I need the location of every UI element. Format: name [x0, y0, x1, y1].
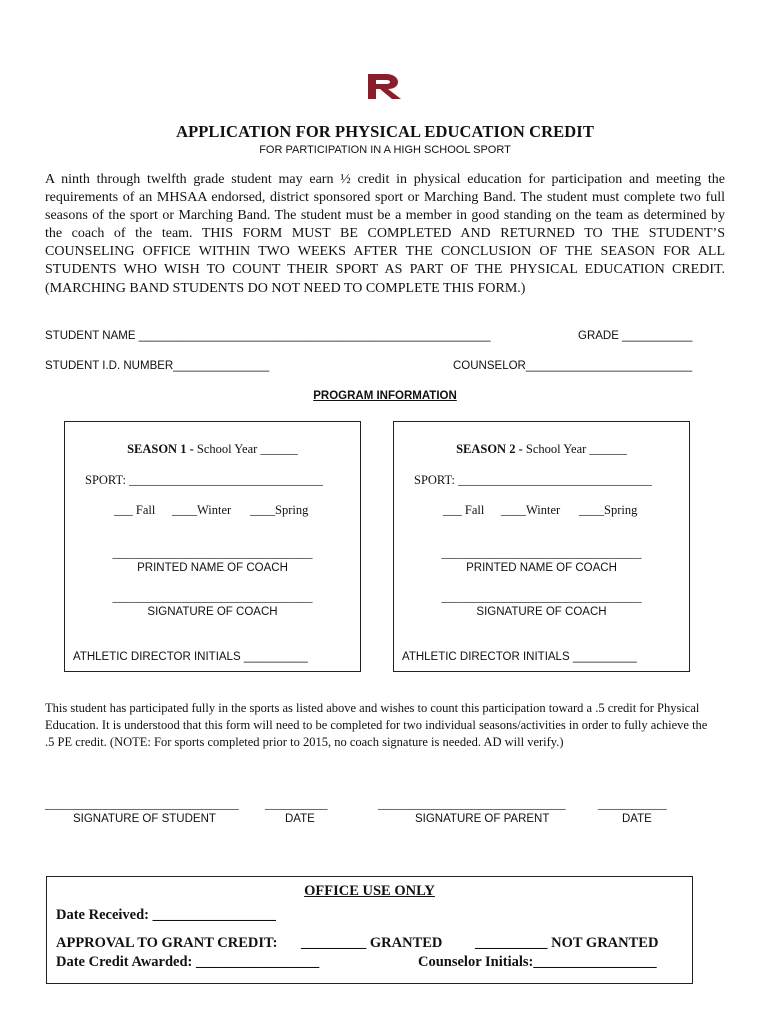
office-use-heading: OFFICE USE ONLY	[304, 883, 435, 899]
season-2-spring[interactable]: ____Spring	[579, 503, 638, 517]
student-signature-line[interactable]: _______________________________	[45, 797, 239, 811]
season-1-box	[64, 421, 361, 672]
season-1-fall[interactable]: ___ Fall	[114, 503, 156, 517]
student-date-line[interactable]: __________	[265, 797, 328, 811]
approval-label: APPROVAL TO GRANT CREDIT:	[56, 935, 278, 951]
page-title: APPLICATION FOR PHYSICAL EDUCATION CREDIT	[176, 122, 594, 141]
school-logo-icon	[366, 72, 404, 100]
grade-field[interactable]: GRADE ___________	[578, 330, 693, 342]
season-2-coach-name-line[interactable]: ________________________________	[441, 546, 642, 560]
student-id-field[interactable]: STUDENT I.D. NUMBER_______________	[45, 360, 270, 372]
season-1-title	[65, 442, 360, 457]
parent-date-line[interactable]: ___________	[598, 797, 667, 811]
season-2-winter[interactable]: ____Winter	[501, 503, 561, 517]
date-received-field[interactable]: Date Received: _________________	[56, 907, 276, 923]
season-1-coach-signature-label: SIGNATURE OF COACH	[147, 606, 278, 618]
granted-field[interactable]: _________ GRANTED	[301, 935, 443, 951]
season-1-coach-signature-line[interactable]: ________________________________	[112, 590, 313, 604]
season-1-coach-name-label: PRINTED NAME OF COACH	[137, 562, 288, 574]
season-1-spring[interactable]: ____Spring	[250, 503, 309, 517]
season-2-sport-field[interactable]: SPORT: _______________________________	[414, 473, 652, 487]
student-name-field[interactable]: STUDENT NAME _______________________________________________________	[45, 330, 491, 342]
participation-paragraph: This student has participated fully in the sports as listed above and wishes to count this participation toward a .5 credit for Physical Education. It is understood that this form will need to be completed for two individual seasons/activities in order to fully achieve the .5 PE credit. (NOTE: For sports completed prior to 2015, no coach signature is needed. AD will verify.)	[45, 701, 708, 750]
season-2-box	[393, 421, 690, 672]
program-information-heading: PROGRAM INFORMATION	[313, 390, 457, 402]
counselor-initials-field[interactable]: Counselor Initials:_________________	[418, 954, 657, 970]
season-2-coach-signature-label: SIGNATURE OF COACH	[476, 606, 607, 618]
parent-date-label: DATE	[622, 813, 652, 825]
parent-signature-label: SIGNATURE OF PARENT	[415, 813, 550, 825]
not-granted-field[interactable]: __________ NOT GRANTED	[475, 935, 659, 951]
season-2-coach-name-label: PRINTED NAME OF COACH	[466, 562, 617, 574]
season-2-school-year[interactable]: School Year ______	[522, 442, 627, 456]
season-1-coach-name-line[interactable]: ________________________________	[112, 546, 313, 560]
season-2-ad-initials[interactable]: ATHLETIC DIRECTOR INITIALS __________	[402, 651, 637, 663]
intro-paragraph	[45, 171, 725, 298]
date-credit-awarded-field[interactable]: Date Credit Awarded: _________________	[56, 954, 320, 970]
season-1-winter[interactable]: ____Winter	[172, 503, 232, 517]
season-1-sport-field[interactable]: SPORT: _______________________________	[85, 473, 323, 487]
office-use-box	[46, 876, 693, 984]
season-1-ad-initials[interactable]: ATHLETIC DIRECTOR INITIALS __________	[73, 651, 308, 663]
student-signature-label: SIGNATURE OF STUDENT	[73, 813, 216, 825]
season-2-label: SEASON 2 -	[456, 442, 523, 456]
season-1-label: SEASON 1 -	[127, 442, 194, 456]
page-subtitle: FOR PARTICIPATION IN A HIGH SCHOOL SPORT	[259, 144, 511, 156]
counselor-field[interactable]: COUNSELOR__________________________	[453, 360, 693, 372]
season-2-fall[interactable]: ___ Fall	[443, 503, 485, 517]
season-2-title	[394, 442, 689, 457]
parent-signature-line[interactable]: ______________________________	[378, 797, 566, 811]
intro-text: A ninth through twelfth grade student may earn ½ credit in physical education for participation and meeting the requirements of an MHSAA endorsed, district sponsored sport or Marching Band. The student must complete two full seasons of the sport or Marching Band. The student must be a member in good standing on the team as determined by the coach of the team. THIS FORM MUST BE COMPLETED AND RETURNED TO THE STUDENT’S COUNSELING OFFICE WITHIN TWO WEEKS AFTER THE CONCLUSION OF THE SEASON FOR ALL STUDENTS WHO WISH TO COUNT THEIR SPORT AS PART OF THE PHYSICAL EDUCATION CREDIT. (MARCHING BAND STUDENTS DO NOT NEED TO COMPLETE THIS FORM.)	[45, 172, 725, 296]
season-2-coach-signature-line[interactable]: ________________________________	[441, 590, 642, 604]
season-1-school-year[interactable]: School Year ______	[193, 442, 298, 456]
student-date-label: DATE	[285, 813, 315, 825]
